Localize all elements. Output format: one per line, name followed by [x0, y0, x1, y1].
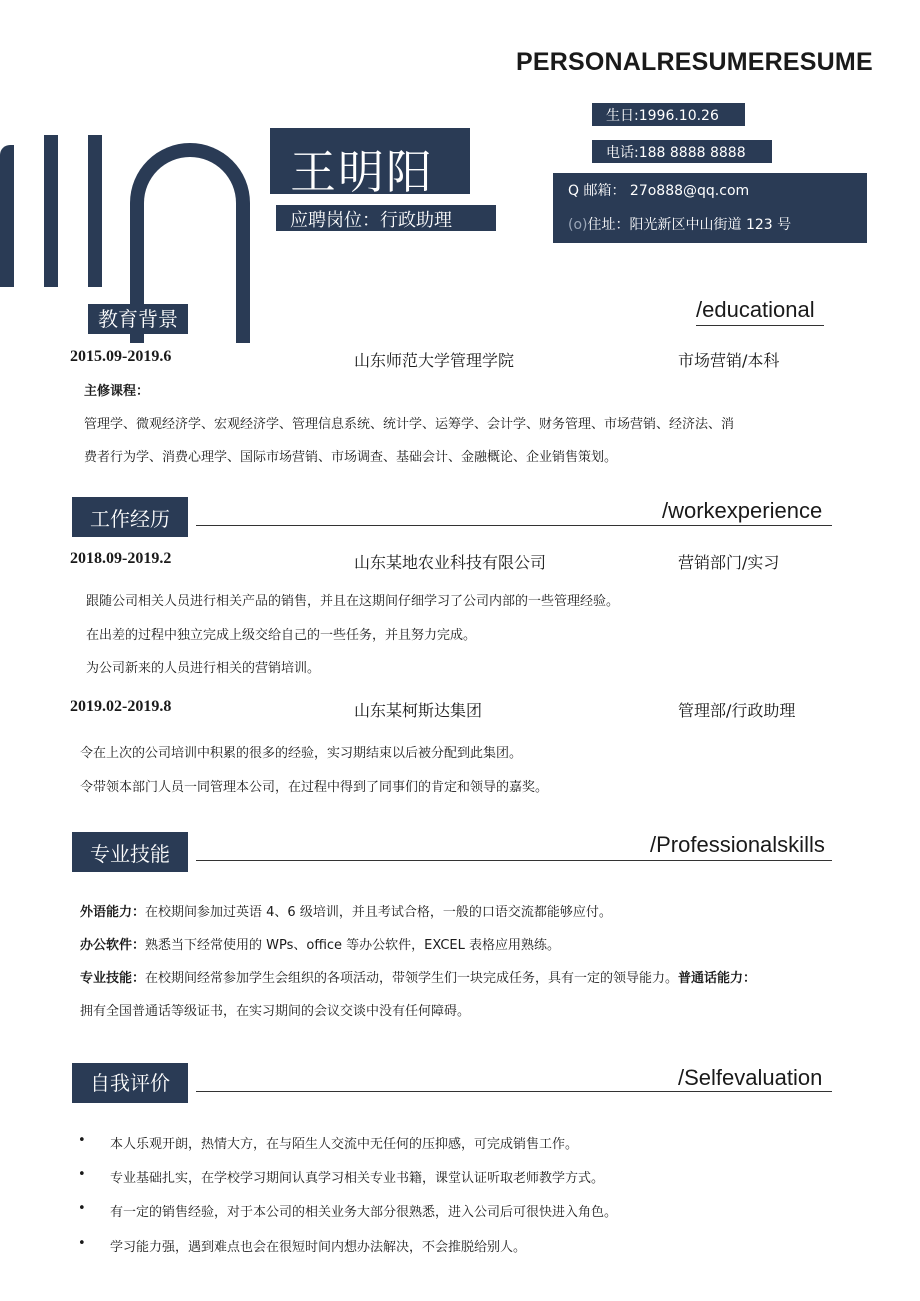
job-position: 应聘岗位：行政助理: [290, 210, 452, 231]
section-title-self: 自我评价: [72, 1063, 188, 1103]
decorative-bar-1: [0, 145, 14, 287]
section-subtitle-work: /workexperience: [662, 498, 823, 523]
job-2-line-2: 令带领本部门人员一同管理本公司，在过程中得到了同事们的肯定和领导的嘉奖。: [80, 780, 549, 795]
courses-label: 主修课程：: [84, 384, 150, 399]
section-subtitle-education: /educational: [696, 297, 815, 322]
section-title-work: 工作经历: [72, 497, 188, 537]
email[interactable]: Q 邮箱： 27o888@qq.com: [568, 183, 750, 199]
bullet-icon: •: [78, 1236, 86, 1251]
skill-mandarin-text: 拥有全国普通话等级证书，在实习期间的会议交谈中没有任何障碍。: [80, 1004, 471, 1019]
self-item-3: 有一定的销售经验，对于本公司的相关业务大部分很熟悉，进入公司后可很快进入角色。: [110, 1205, 618, 1220]
section-rule-work: [196, 525, 832, 526]
job-1-role: 营销部门/实习: [678, 553, 780, 572]
bullet-icon: •: [78, 1201, 86, 1216]
job-1-line-3: 为公司新来的人员进行相关的营销培训。: [86, 661, 321, 676]
job-2-line-1: 令在上次的公司培训中积累的很多的经验，实习期结束以后被分配到此集团。: [80, 746, 523, 761]
decorative-bar-2: [44, 135, 58, 287]
skill-mandarin-label: 普通话能力：: [678, 971, 757, 986]
job-1-line-1: 跟随公司相关人员进行相关产品的销售，并且在这期间仔细学习了公司内部的一些管理经验。: [86, 594, 620, 609]
decorative-bar-3: [88, 135, 102, 287]
skill-professional-label: 专业技能：: [80, 971, 146, 986]
section-title-education: 教育背景: [88, 304, 188, 334]
education-date: 2015.09-2019.6: [70, 348, 172, 365]
phone-number: 电话:188 8888 8888: [606, 145, 746, 161]
address-icon: (o): [568, 217, 588, 233]
skill-office-text: 熟悉当下经常使用的 WPs、office 等办公软件，EXCEL 表格应用熟练。: [145, 938, 561, 953]
skill-language: [80, 901, 612, 920]
skill-professional: [80, 967, 756, 986]
skill-office-label: 办公软件：: [80, 938, 146, 953]
bullet-icon: •: [78, 1133, 86, 1148]
self-item-4: 学习能力强，遇到难点也会在很短时间内想办法解决，不会推脱给别人。: [110, 1240, 527, 1255]
skill-professional-text: 在校期间经常参加学生会组织的各项活动，带领学生们一块完成任务，具有一定的领导能力。: [145, 971, 679, 986]
skill-language-label: 外语能力：: [80, 905, 146, 920]
document-title: PERSONALRESUMERESUME: [516, 48, 873, 76]
job-2-role: 管理部/行政助理: [678, 701, 796, 720]
section-rule-self: [196, 1091, 832, 1092]
job-2-date: 2019.02-2019.8: [70, 698, 172, 715]
job-1-date: 2018.09-2019.2: [70, 550, 172, 567]
bullet-icon: •: [78, 1167, 86, 1182]
section-subtitle-skills: /Professionalskills: [650, 832, 825, 857]
job-1-company: 山东某地农业科技有限公司: [354, 553, 547, 572]
self-item-1: 本人乐观开朗，热情大方，在与陌生人交流中无任何的压抑感，可完成销售工作。: [110, 1137, 579, 1152]
job-2-company: 山东某柯斯达集团: [354, 701, 483, 720]
section-rule-skills: [196, 860, 832, 861]
job-1-line-2: 在出差的过程中独立完成上级交给自己的一些任务，并且努力完成。: [86, 628, 477, 643]
courses-line-1: 管理学、微观经济学、宏观经济学、管理信息系统、统计学、运筹学、会计学、财务管理、市场营销、经济法、消: [84, 417, 735, 432]
skill-office: [80, 934, 560, 953]
address: [568, 214, 791, 234]
self-item-2: 专业基础扎实，在学校学习期间认真学习相关专业书籍，课堂认证听取老师教学方式。: [110, 1171, 605, 1186]
address-text: 住址：阳光新区中山街道 123 号: [587, 217, 792, 233]
birth-date: 生日:1996.10.26: [606, 108, 719, 124]
courses-line-2: 费者行为学、消费心理学、国际市场营销、市场调查、基础会计、金融概论、企业销售策划。: [84, 450, 618, 465]
candidate-name: 王明阳: [290, 145, 434, 199]
education-school: 山东师范大学管理学院: [354, 351, 515, 370]
section-rule-education: [696, 325, 824, 326]
section-title-skills: 专业技能: [72, 832, 188, 872]
section-subtitle-self: /Selfevaluation: [678, 1065, 823, 1090]
skill-language-text: 在校期间参加过英语 4、6 级培训，并且考试合格，一般的口语交流都能够应付。: [145, 905, 612, 920]
education-major: 市场营销/本科: [678, 351, 780, 370]
